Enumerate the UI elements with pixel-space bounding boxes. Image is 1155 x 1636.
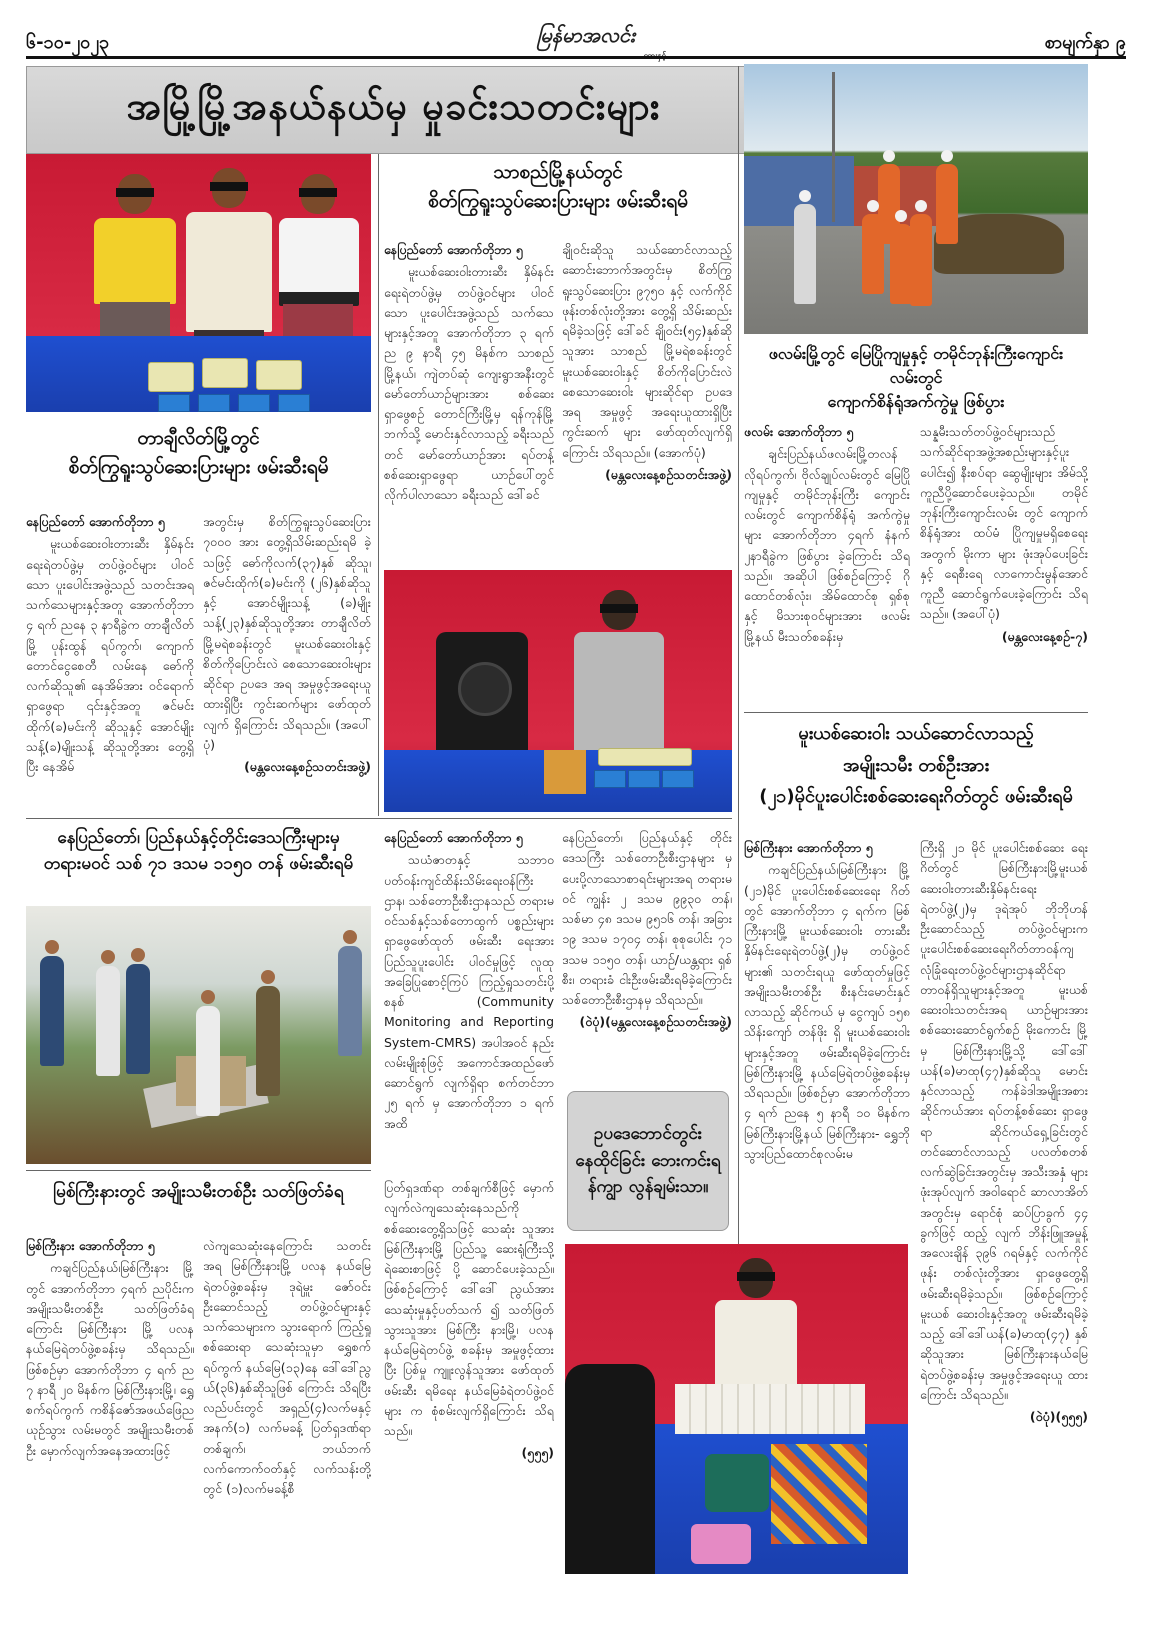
photo-arrested-men <box>26 154 371 412</box>
section-rule <box>744 712 1088 713</box>
story6-byline: မြစ်ကြီးနား အောက်တိုဘာ ၅ <box>26 1238 155 1253</box>
story2-text2: ချိုဝင်းဆိုသူ သယ်ဆောင်လာသည့် ဆောင်းဘောက်အတွင်းမှ စိတ်ကြွ ရူးသွပ်ဆေးပြား ၉၇၅၀ နှင့် လက်ကိုင်ဖုန်းတစ်လုံးတို့အား တွေ့ရှိ သိမ်းဆည်းရမိခဲ့သဖြင့် ဒေါ်ခင် ချိုဝင်း(၅၄)နှစ်ဆိုသူအား သာစည် မြို့မရဲစခန်းတွင် မူးယစ်ဆေးဝါးနှင့် စိတ်ကိုပြောင်းလဲစေသောဆေးဝါး များဆိုင်ရာ ဥပဒေအရ အမှုဖွင့် အရေးယူထားရှိပြီး ကွင်းဆက် များ ဖော်ထုတ်လျက်ရှိကြောင်း သိရသည်။ (အောက်ပုံ) <box>562 242 732 460</box>
story3-col1 <box>744 422 910 712</box>
story3-text1: ချင်းပြည်နယ်ဖလမ်းမြို့တလန် လိုရပ်ကွက်၊ ဗိုလ်ချုပ်လမ်းတွင် မြေပြိုကျမှုနှင့် တမိုင်ဘုန်းကြီး ကျောင်းလမ်းတွင် ကျောက်စိန်ရုံ အက်ကွဲမှုများ အောက်တိုဘာ ၄ရက် နံနက် ၂နာရီခွဲက ဖြစ်ပွား ခဲ့ကြောင်း သိရသည်။ အဆိုပါ ဖြစ်စဉ်ကြောင့် ဂိုထောင်တစ်လုံး၊ အိမ်ထောင်စု ရှစ်စုနှင့် မိသားစုဝင်များအား ဖလမ်းမြို့နယ် မီးသတ်စခန်းမှ <box>744 446 910 644</box>
story5-col1 <box>384 828 554 1174</box>
page-number: စာမျက်နှာ ၉ <box>1044 32 1126 53</box>
story1-source: (မန္တလေးနေ့စဉ်သတင်းအဖွဲ့) <box>244 759 371 774</box>
section-banner: အမြို့မြို့အနယ်နယ်မှ မှုခင်းသတင်းများ <box>26 66 761 154</box>
story3-headline: ဖလမ်းမြို့တွင် မြေပြိုကျမှုနှင့် တမိုင်ဘုန်းကြီးကျောင်းလမ်းတွင် ကျောက်စိန်ရုံအက်ကွဲမှု ဖြစ်ပွား <box>768 344 1064 411</box>
story4-text2: ကြီးရှိ ၂၁ မိုင် ပူးပေါင်းစစ်ဆေး ရေးဂိတ်တွင် မြစ်ကြီးနားမြို့မူးယစ် ဆေးဝါးတားဆီးနှိမ်နင်းရေး ရဲတပ်ဖွဲ့(၂)မှ ဒုရဲအုပ် ဘိုဘိုဟန် ဦးဆောင်သည့် တပ်ဖွဲ့ဝင်များက ပူးပေါင်းစစ်ဆေးရေးဂိတ်တာဝန်ကျ လုံခြုံရေးတပ်ဖွဲ့ဝင်များဌာနဆိုင်ရာ တာဝန်ရှိသူများနှင့်အတူ မူးယစ် ဆေးဝါးသတင်းအရ ယာဉ်များအား စစ်ဆေးဆောင်ရွက်စဉ် မိုးကောင်း မြို့မှ မြစ်ကြီးနားမြို့သို့ ဒေါ်ဒေါ် ယန်(ခ)မာထု(၄၇)နှစ်ဆိုသူ မောင်း နှင်လာသည့် ကန်ခဲဒါအမျိုးအစား ဆိုင်ကယ်အား ရပ်တန့်စစ်ဆေး ရှာဖွေရာ ဆိုင်ကယ်ရှေ့ခြင်းတွင် တင်ဆောင်လာသည့် ပလတ်စတစ် လက်ဆွဲခြင်းအတွင်းမှ အသီးအနှံ များ ဖုံးအုပ်လျက် အဝါရောင် ဆာလာအိတ်အတွင်းမှ ရောင်စုံ ဆပ်ပြာခွက် ၄၄ ခွက်ဖြင့် ထည့် လျက် ဘိန်းဖြူအမှုန့်အလေးချိန် ၃၉၆ ဂရမ်နှင့် လက်ကိုင်ဖုန်း တစ်လုံးတို့အား ရှာဖွေတွေ့ရှိ ဖမ်းဆီးရမိခဲ့သည်။ ဖြစ်စဉ်ကြောင့် မူးယစ် ဆေးဝါးနှင့်အတူ ဖမ်းဆီးရမိခဲ့ သည့် ဒေါ်ဒေါ်ယန်(ခ)မာထု(၄၇) နှစ်ဆိုသူအား မြစ်ကြီးနားနယ်မြေ ရဲတပ်ဖွဲ့စခန်းမှ အမှုဖွင့်အရေးယူ ထားကြောင်း သိရသည်။ <box>920 840 1088 1402</box>
story5-text1: သယံဇာတနှင့် သဘာဝ ပတ်ဝန်းကျင်ထိန်းသိမ်းရေးဝန်ကြီး ဌာန၊ သစ်တောဦးစီးဌာနသည် တရားမဝင်သစ်နှင့်သစ်တောထွက် ပစ္စည်းများရှာဖွေဖော်ထုတ် ဖမ်းဆီး ရေးအား ပြည်သူပူးပေါင်း ပါဝင်မှုဖြင့် လူထုအခြေပြုစောင့်ကြပ် ကြည့်ရှုသတင်းပို့စနစ် (Community Monitoring and Reporting System-CMRS) အပါအဝင် နည်းလမ်းမျိုးစုံဖြင့် အကောင်အထည်ဖော်ဆောင်ရွက် လျက်ရှိရာ စက်တင်ဘာ ၂၅ ရက် မှ အောက်တိုဘာ ၁ ရက်အထိ <box>384 852 554 1131</box>
story2-col2 <box>562 240 732 565</box>
issue-date: ၆-၁၀-၂၀၂၃ <box>26 32 110 53</box>
story6-text1: ကချင်ပြည်နယ်၊မြစ်ကြီးနား မြို့တွင် အောက်တိုဘာ ၄ရက် ညပိုင်းက အမျိုးသမီးတစ်ဦး သတ်ဖြတ်ခံရကြောင်း မြစ်ကြီးနား မြို့ ပလန နယ်မြေရဲတပ်ဖွဲ့စခန်းမှ သိရသည်။ ဖြစ်စဉ်မှာ အောက်တိုဘာ ၄ ရက် ည ၇ နာရီ ၂၀ မိနစ်က မြစ်ကြီးနားမြို့၊ ရွှေစက်ရပ်ကွက် ကစိန်ဇော်အဖယ်ဖြေညယုဉ်သွား လမ်းမတွင် အမျိုးသမီးတစ်ဦး မှောက်လျက်အနေအထားဖြင့် <box>26 1260 194 1458</box>
story2-col1 <box>384 240 554 565</box>
story6-col1 <box>26 1236 194 1616</box>
story2-byline: နေပြည်တော် အောက်တိုဘာ ၅ <box>384 242 523 257</box>
story5-text2: နေပြည်တော်၊ ပြည်နယ်နှင့် တိုင်း ဒေသကြီး သစ်တောဦးစီးဌာနများ မှ ပေးပို့လာသောစာရင်းများအရ တရားမဝင် ကျွန်း ၂ ဒသမ ၉၉၃၀ တန်၊ သစ်မာ ၄၈ ဒသမ ၉၅၁၆ တန်၊ အခြား ၁၉ ဒသမ ၁၇၀၄ တန်၊ စုစုပေါင်း ၇၁ ဒသမ ၁၁၅၀ တန်၊ ယာဉ်/ယန္တရား ရှစ်စီး၊ တရားခံ ငါးဦးဖမ်းဆီးရမိခဲ့ကြောင်း သစ်တောဦးစီးဌာနမှ သိရသည်။ <box>562 830 732 1007</box>
story6-text3: ပြတ်ရှဒဏ်ရာ တစ်ချက်စီဖြင့် မှောက်လျက်လဲကျသေဆုံးနေသည်ကို စစ်ဆေးတွေ့ရှိသဖြင့် သေဆုံး သူအား မြစ်ကြီးနားမြို့ ပြည်သူ့ ဆေးရုံကြီးသို့ ရဲဆေးစာဖြင့် ပို့ ဆောင်ပေးခဲ့သည်။ ဖြစ်စဉ်ကြောင့် ဒေါ်ဒေါ် ညွယ်အားသေဆုံးမှုနှင့်ပတ်သက် ၍ သတ်ဖြတ်သွားသူအား မြစ်ကြီး နားမြို့၊ ပလနနယ်မြေရဲတပ်ဖွဲ့ စခန်းမှ အမှုဖွင့်ထားပြီး ပြစ်မှု ကျူးလွန်သူအား ဖော်ထုတ်ဖမ်းဆီး ရမိရေး နယ်မြေခံရဲတပ်ဖွဲ့ဝင်များ က စုံစမ်းလျက်ရှိကြောင်း သိရ သည်။ <box>384 1180 554 1438</box>
section-rule <box>26 818 732 819</box>
story5-col2 <box>562 828 732 1088</box>
story6-col2 <box>203 1236 371 1616</box>
masthead-logo <box>506 22 666 56</box>
story2-headline: သာစည်မြို့နယ်တွင် စိတ်ကြွရူးသွပ်ဆေးပြားများ ဖမ်းဆီးရမိ <box>428 161 688 212</box>
story3-col2 <box>920 422 1088 712</box>
slogan-box: ဥပဒေဘောင်တွင်း နေထိုင်ခြင်း ဘေးကင်းရန်ကျွာ လွန်ချမ်းသာ။ <box>567 1091 729 1231</box>
logo-text: မြန်မာအလင်း <box>536 23 636 47</box>
story6-headline: မြစ်ကြီးနားတွင် အမျိုးသမီးတစ်ဦး သတ်ဖြတ်ခံရ <box>53 1182 344 1202</box>
column-rule <box>378 154 379 816</box>
story4-text1: ကချင်ပြည်နယ်၊မြစ်ကြီးနား မြို့ (၂၁)မိုင် ပူးပေါင်းစစ်ဆေးရေး ဂိတ်တွင် အောက်တိုဘာ ၄ ရက်က မြစ်ကြီးနားမြို့ မူးယစ်ဆေးဝါး တားဆီး နှိမ်နင်းရေးရဲတပ်ဖွဲ့(၂)မှ တပ်ဖွဲ့ဝင်များ၏ သတင်းရယူ ဖော်ထုတ်မှုဖြင့် အမျိုးသမီးတစ်ဦး စီးနင်းမောင်းနှင်လာသည့် ဆိုင်ကယ် မှ ငွေကျပ် ၁၅၈ သိန်းကျော် တန်ဖိုး ရှိ မူးယစ်ဆေးဝါးများနှင့်အတူ ဖမ်းဆီးရမိခဲ့ကြောင်း မြစ်ကြီးနားမြို့ နယ်မြေရဲတပ်ဖွဲ့စခန်းမှ သိရသည်။ ဖြစ်စဉ်မှာ အောက်တိုဘာ ၄ ရက် ညနေ ၅ နာရီ ၁၀ မိနစ်က မြစ်ကြီးနားမြို့နယ် မြစ်ကြီးနား- ရွှေဘိုသွားပြည်ထောင်စုလမ်းမ <box>744 862 910 1161</box>
story1-col1 <box>26 512 194 812</box>
story3-text2: သန္နမီးသတ်တပ်ဖွဲ့ဝင်များသည် သက်ဆိုင်ရာအဖွဲ့အစည်းများနှင့်ပူး ပေါင်း၍ နီးစပ်ရာ ဆွေမျိုးများ အိမ်သို့ ကူညီပို့ဆောင်ပေးခဲ့သည်။ တမိုင်ဘုန်းကြီးကျောင်းလမ်း တွင် ကျောက်စိန်ရုံအား ထပ်မံ ပြိုကျမှုမရှိစေရေးအတွက် မိုးကာ များ ဖုံးအုပ်ပေးခြင်းနှင့် ရေစီးရေ လာကောင်းမွန်အောင် ကူညီ ဆောင်ရွက်ပေးခဲ့ကြောင်း သိရ သည်။ (အပေါ်ပုံ) <box>920 424 1088 622</box>
photo-illegal-timber <box>26 906 371 1164</box>
story6-source: (၅၅၅) <box>521 1445 554 1461</box>
story4-byline: မြစ်ကြီးနား အောက်တိုဘာ ၅ <box>744 840 873 855</box>
story3-source: (မန္တလေးနေ့စဉ်-၇) <box>1001 628 1088 644</box>
story2-text1: မူးယစ်ဆေးဝါးတားဆီး နှိမ်နင်းရေးရဲတပ်ဖွဲ့မှ တပ်ဖွဲ့ဝင်များ ပါဝင်သော ပူးပေါင်းအဖွဲ့သည် သက်သေများနှင့်အတူ အောက်တိုဘာ ၃ ရက် ည ၉ နာရီ ၄၅ မိနစ်က သာစည်မြို့နယ်၊ ကျဲတပ်ဆုံ ကျေးရွာအနီးတွင် မော်တော်ယာဉ်များအား စစ်ဆေးရှာဖွေစဉ် တောင်ကြီးမြို့မှ ရန်ကုန်မြို့ဘက်သို့ မောင်းနှင်လာသည့် ခရီးသည်တင် မော်တော်ယာဉ်အား ရပ်တန့် စစ်ဆေးရှာဖွေရာ ယာဉ်ပေါ်တွင် လိုက်ပါလာသော ခရီးသည် ဒေါ်ခင် <box>384 264 554 502</box>
story2-source: (မန္တလေးနေ့စဉ်သတင်းအဖွဲ့) <box>605 466 732 482</box>
story4-col1 <box>744 838 910 1234</box>
photo-arrested-woman-motorbike <box>565 1244 908 1574</box>
photo-landslide-workers <box>744 64 1088 334</box>
section-rule <box>26 1170 371 1171</box>
story1-text2: အတွင်းမှ စိတ်ကြွရူးသွပ်ဆေးပြား ၇၀၀၀ အား တွေ့ရှိသိမ်းဆည်းရမိ ခဲ့သဖြင့် ဓော်ကိုလက်(၃၇)နှစ် ဆိုသူ၊ ဇင်မင်းထိုက်(ခ)မင်းကို (၂၆)နှစ်ဆိုသူနှင့် အောင်မျိုးသန့် (ခ)မျိုးသန့်(၂၃)နှစ်ဆိုသူတို့အား တာချီလိတ်မြို့မရဲစခန်းတွင် မူးယစ်ဆေးဝါးနှင့် စိတ်ကိုပြောင်းလဲ စေသောဆေးဝါးများဆိုင်ရာ ဥပဒေ အရ အမှုဖွင့်အရေးယူထားရှိပြီး ကွင်းဆက်များ ဖော်ထုတ်လျက် ရှိကြောင်း သိရသည်။ (အပေါ်ပုံ) <box>203 514 371 752</box>
story6-col3 <box>384 1178 554 1618</box>
story1-text1: မူးယစ်ဆေးဝါးတားဆီး နှိမ်နင်းရေးရဲတပ်ဖွဲ့မှ တပ်ဖွဲ့ဝင်များ ပါဝင်သော ပူးပေါင်းအဖွဲ့သည် သတင်းအရ သက်သေများနှင့်အတူ အောက်တိုဘာ ၄ ရက် ညနေ ၃ နာရီခွဲက တာချီလိတ်မြို့ ပုန်းထွန် ရပ်ကွက်၊ ကျောက်တောင်ငွေစေတီ လမ်းနေ ဓော်ကိုလက်ဆိုသူ၏ နေအိမ်အား ဝင်ရောက်ရှာဖွေရာ ၎င်းနှင့်အတူ ဇင်မင်းထိုက်(ခ)မင်းကို ဆိုသူနှင့် အောင်မျိုးသန့်(ခ)မျိုးသန့် ဆိုသူတို့အား တွေ့ရှိပြီး နေအိမ် <box>26 536 194 774</box>
story3-byline: ဖလမ်း အောက်တိုဘာ ၅ <box>744 424 854 439</box>
story5-headline: နေပြည်တော်၊ ပြည်နယ်နှင့်တိုင်းဒေသကြီးများမှ တရားမဝင် သစ် ၇၁ ဒသမ ၁၁၅၀ တန် ဖမ်းဆီးရမိ <box>43 828 354 874</box>
story5-source: (ဝဲပုံ)(မန္တလေးနေ့စဉ်သတင်းအဖွဲ့) <box>579 1014 732 1030</box>
story1-col2 <box>203 512 371 812</box>
header-divider <box>26 56 1126 59</box>
story1-headline: တာချီလိတ်မြို့တွင် စိတ်ကြွရူးသွပ်ဆေးပြားများ ဖမ်းဆီးရမိ <box>68 427 329 478</box>
story1-byline: နေပြည်တော် အောက်တိုဘာ ၅ <box>26 514 165 529</box>
photo-arrested-woman-speaker <box>384 570 732 812</box>
story6-text2: လဲကျသေဆုံးနေကြောင်း သတင်း အရ မြစ်ကြီးနားမြို့ ပလန နယ်မြေ ရဲတပ်ဖွဲ့စခန်းမှ ဒုရဲမှူး ဇော်ဝင်း ဦးဆောင်သည့် တပ်ဖွဲ့ဝင်များနှင့် သက်သေများက သွားရောက် ကြည့်ရှုစစ်ဆေးရာ သေဆုံးသူမှာ ရွှေစက်ရပ်ကွက် နယ်မြေ(၁၃)နေ ဒေါ်ဒေါ်ညွယ်(၃၆)နှစ်ဆိုသူဖြစ် ကြောင်း သိရပြီး လည်ပင်းတွင် အရှည်(၄)လက်မနှင့် အနက်(၁) လက်မခန့် ပြတ်ရှဒဏ်ရာတစ်ချက်၊ ဘယ်ဘက် လက်ကောက်ဝတ်နှင့် လက်သန်းတို့တွင် (၁)လက်မခန့်စီ <box>203 1238 371 1496</box>
story5-byline: နေပြည်တော် အောက်တိုဘာ ၅ <box>384 830 523 845</box>
story4-headline: မူးယစ်ဆေးဝါး သယ်ဆောင်လာသည့် အမျိုးသမီး တစ်ဦးအား (၂၁)မိုင်ပူးပေါင်းစစ်ဆေးရေးဂိတ်တွင် ဖမ်းဆီးရမိ <box>759 723 1073 807</box>
story4-col2 <box>920 838 1088 1558</box>
story4-source: (ဝဲပုံ)(၅၅၅) <box>1029 1409 1088 1424</box>
